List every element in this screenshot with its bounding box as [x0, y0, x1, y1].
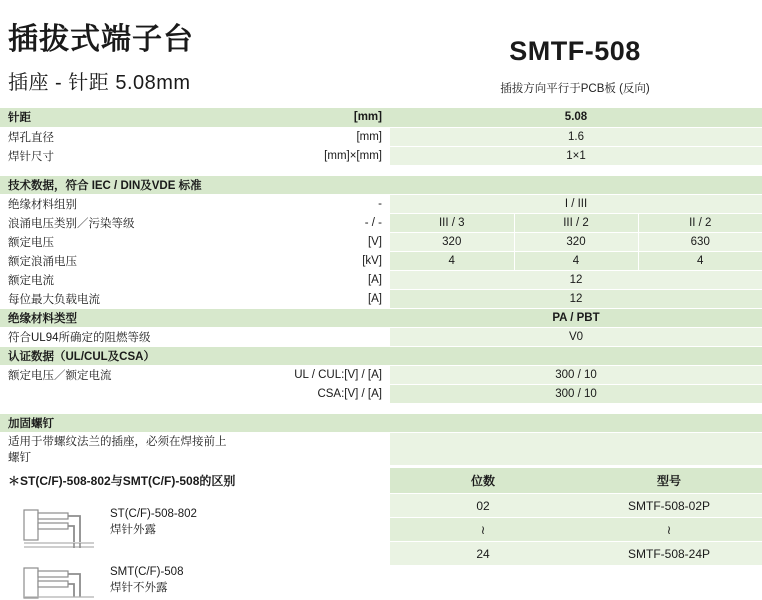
spec-unit	[235, 432, 390, 465]
figure-1-caption-line1: ST(C/F)-508-802	[110, 507, 197, 520]
spec-unit	[235, 327, 390, 346]
figure-2-caption	[110, 564, 183, 596]
spec-value: 320	[390, 232, 514, 251]
order-column-header: 位数	[390, 468, 576, 494]
page-title: 插拔式端子台	[8, 23, 194, 56]
spec-value: 4	[390, 251, 514, 270]
spec-label: 针距	[0, 108, 235, 127]
spec-label: 技术数据，符合 IEC / DIN及VDE 标准	[0, 175, 235, 194]
order-model-cell: ≀	[576, 518, 762, 542]
spec-row	[0, 308, 762, 327]
spec-unit	[235, 175, 390, 194]
specification-table	[0, 108, 762, 466]
part-number: SMTF-508	[509, 36, 641, 66]
spec-label: 绝缘材料类型	[0, 308, 235, 327]
spec-label: 符合UL94所确定的阻燃等级	[0, 327, 235, 346]
spec-row	[0, 232, 762, 251]
spec-unit: - / -	[235, 213, 390, 232]
order-table-wrapper	[390, 468, 762, 567]
spec-unit: CSA:[V] / [A]	[235, 384, 390, 403]
spec-value: 1×1	[390, 146, 762, 165]
order-table-header-row	[390, 468, 762, 494]
spec-row	[0, 270, 762, 289]
spec-unit: [mm]	[235, 108, 390, 127]
spec-row	[0, 403, 762, 413]
spec-value: III / 3	[390, 213, 514, 232]
order-positions-cell: 24	[390, 542, 576, 566]
figure-1-caption	[110, 506, 197, 538]
spec-row	[0, 413, 762, 432]
spec-unit	[235, 308, 390, 327]
spec-row	[0, 127, 762, 146]
figure-2-caption-line2: 焊针不外露	[110, 581, 168, 594]
spec-label: 适用于带螺纹法兰的插座，必须在焊接前上螺钉	[0, 432, 235, 465]
spec-row	[0, 346, 762, 365]
spec-unit: [A]	[235, 289, 390, 308]
spec-value	[390, 413, 762, 432]
spec-row	[0, 146, 762, 165]
spec-label	[0, 384, 235, 403]
spec-value	[390, 432, 762, 465]
spec-row	[0, 432, 762, 465]
page-header	[0, 0, 762, 108]
spec-label: 每位最大负载电流	[0, 289, 235, 308]
spec-label: 额定电压	[0, 232, 235, 251]
order-table-row	[390, 494, 762, 518]
spec-unit: [A]	[235, 270, 390, 289]
spec-unit: [mm]×[mm]	[235, 146, 390, 165]
spec-row	[0, 365, 762, 384]
order-model-cell: SMTF-508-02P	[576, 494, 762, 518]
part-note: 插拔方向平行于PCB板 (反向)	[500, 83, 650, 95]
spec-row	[0, 384, 762, 403]
spacer-cell	[0, 403, 762, 413]
spec-value: 300 / 10	[390, 384, 762, 403]
spacer-cell	[0, 165, 762, 175]
spec-label: 额定浪涌电压	[0, 251, 235, 270]
spec-value: III / 2	[514, 213, 638, 232]
spec-label: 焊孔直径	[0, 127, 235, 146]
spec-label: 额定电压／额定电流	[0, 365, 235, 384]
spec-unit	[235, 413, 390, 432]
spec-unit: [mm]	[235, 127, 390, 146]
spec-label: 绝缘材料组别	[0, 194, 235, 213]
spec-row	[0, 327, 762, 346]
spec-value: 320	[514, 232, 638, 251]
spec-value: PA / PBT	[390, 308, 762, 327]
spec-value: 4	[638, 251, 762, 270]
order-positions-cell: ≀	[390, 518, 576, 542]
order-table	[390, 468, 762, 567]
spec-value: 4	[514, 251, 638, 270]
page-subtitle: 插座 - 针距 5.08mm	[8, 72, 191, 94]
spec-row	[0, 251, 762, 270]
spec-value: 5.08	[390, 108, 762, 127]
spec-unit	[235, 346, 390, 365]
spec-label: 认证数据（UL/CUL及CSA）	[0, 346, 235, 365]
order-table-row	[390, 518, 762, 542]
spec-unit: -	[235, 194, 390, 213]
order-positions-cell: 02	[390, 494, 576, 518]
spec-row	[0, 165, 762, 175]
figure-1-caption-line2: 焊针外露	[110, 523, 156, 536]
spec-row	[0, 108, 762, 127]
spec-value: I / III	[390, 194, 762, 213]
spec-value: 300 / 10	[390, 365, 762, 384]
spec-row	[0, 213, 762, 232]
order-model-cell: SMTF-508-24P	[576, 542, 762, 566]
spec-value	[390, 346, 762, 365]
spec-value: 12	[390, 289, 762, 308]
spec-label: 加固螺钉	[0, 413, 235, 432]
spec-row	[0, 194, 762, 213]
spec-label: 焊针尺寸	[0, 146, 235, 165]
figure-2-caption-line1: SMT(C/F)-508	[110, 565, 184, 578]
spec-value: V0	[390, 327, 762, 346]
spec-value: 12	[390, 270, 762, 289]
order-table-row	[390, 542, 762, 566]
spec-value	[390, 175, 762, 194]
spec-unit: UL / CUL:[V] / [A]	[235, 365, 390, 384]
spec-unit: [kV]	[235, 251, 390, 270]
spec-value: 630	[638, 232, 762, 251]
spec-value: II / 2	[638, 213, 762, 232]
order-column-header: 型号	[576, 468, 762, 494]
spec-row	[0, 289, 762, 308]
spec-label: 额定电流	[0, 270, 235, 289]
spec-value: 1.6	[390, 127, 762, 146]
spec-label: 浪涌电压类别／污染等级	[0, 213, 235, 232]
spec-row	[0, 175, 762, 194]
difference-note-title: ＊ST(C/F)-508-802与SMT(C/F)-508的区别	[8, 473, 236, 488]
spec-unit: [V]	[235, 232, 390, 251]
